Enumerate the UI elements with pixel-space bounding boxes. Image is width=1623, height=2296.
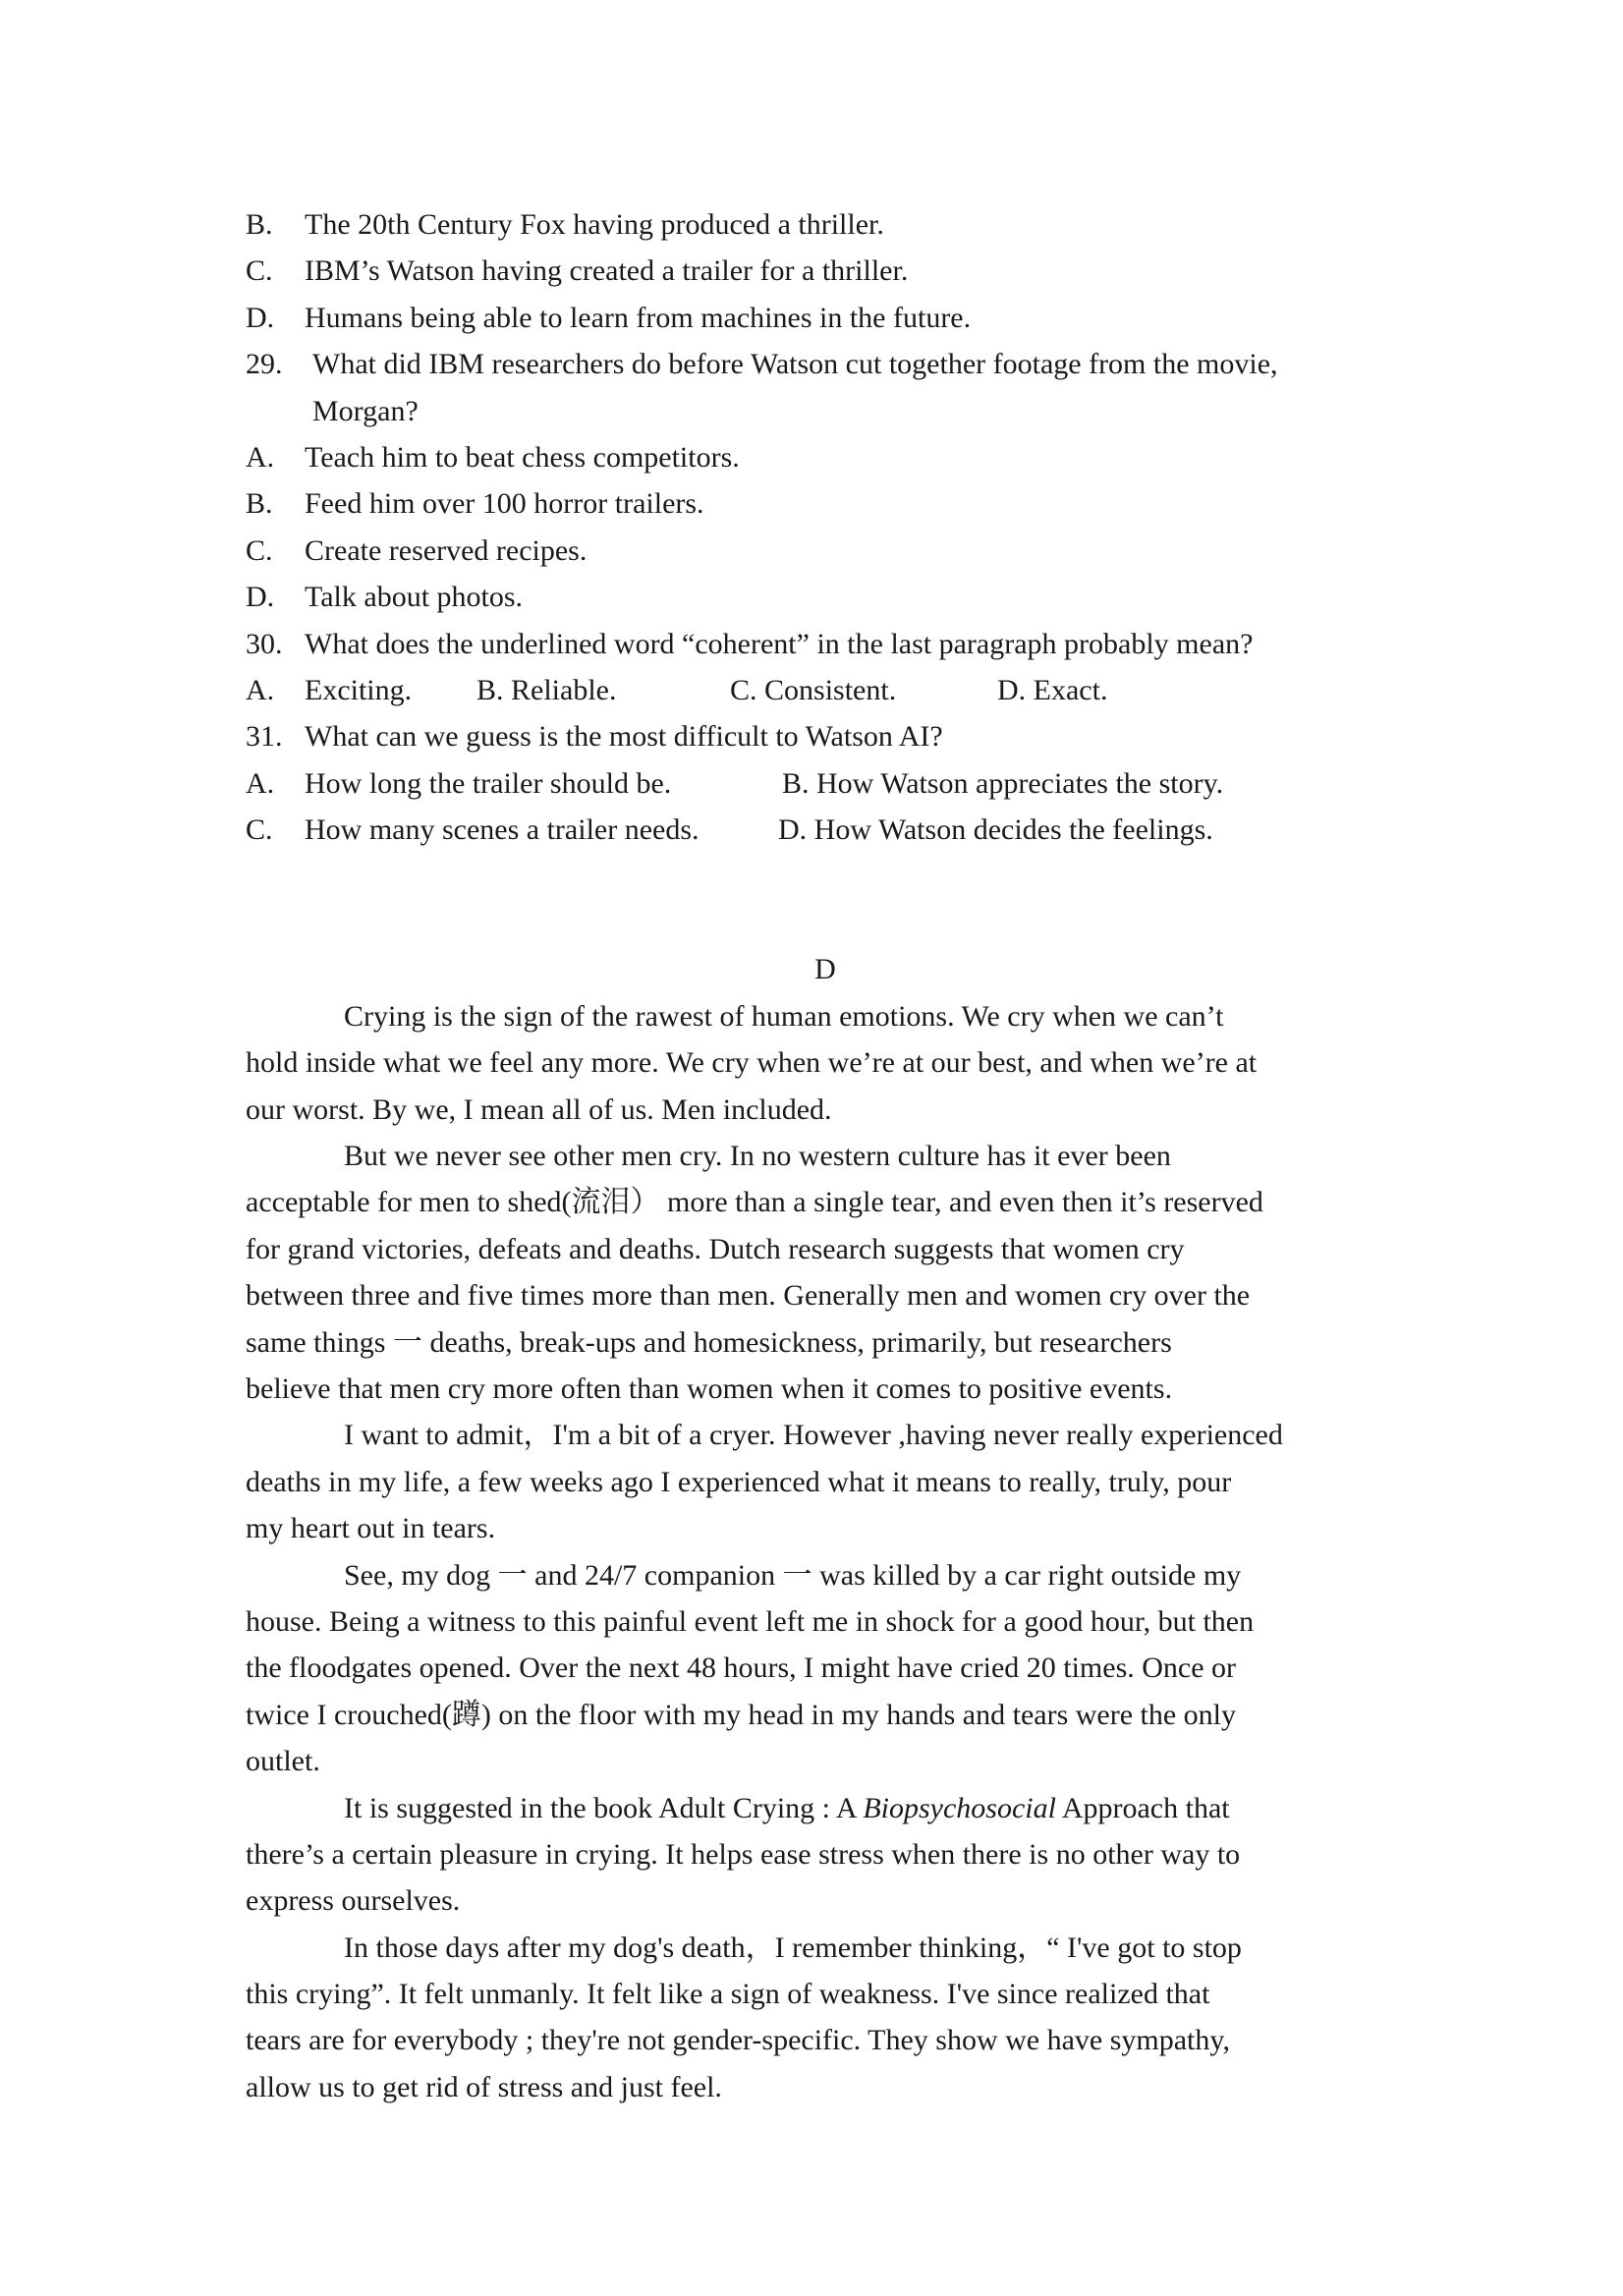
paragraph-line: our worst. By we, I mean all of us. Men included. — [246, 1092, 832, 1126]
question-number: 31. — [246, 720, 283, 754]
question-stem — [246, 341, 1405, 387]
option-label: D. — [246, 581, 275, 614]
section-title: D — [814, 953, 836, 986]
option-label: C. — [246, 254, 273, 288]
question-stem — [246, 621, 1405, 667]
option-b-text: B. Reliable. — [476, 673, 617, 706]
paragraph-line: express ourselves. — [246, 1884, 461, 1918]
paragraph-line: twice I crouched(蹲) on the floor with my head in my hands and tears were the only — [246, 1698, 1237, 1731]
paragraph-line: In those days after my dog's death，I remember thinking，“ I've got to stop — [344, 1931, 1242, 1964]
paragraph-line: same things 一 deaths, break-ups and homesickness, primarily, but researchers — [246, 1325, 1172, 1359]
question-text: What did IBM researchers do before Watson cut together footage from the movie, — [312, 348, 1278, 381]
paragraph-line: there’s a certain pleasure in crying. It helps ease stress when there is no other way to — [246, 1837, 1241, 1871]
paragraph-line: this crying”. It felt unmanly. It felt like a sign of weakness. I've since realized that — [246, 1978, 1210, 2011]
book-title-prefix: It is suggested in the book Adult Crying : A — [344, 1791, 864, 1824]
option-row — [246, 528, 1405, 574]
paragraph-line: between three and five times more than men. Generally men and women cry over the — [246, 1279, 1251, 1313]
paragraph-line: hold inside what we feel any more. We cry when we’re at our best, and when we’re at — [246, 1046, 1258, 1080]
option-label: C. — [246, 813, 273, 847]
option-b-text: B. How Watson appreciates the story. — [782, 766, 1224, 800]
option-d-text: D. How Watson decides the feelings. — [778, 813, 1213, 847]
option-d-text: D. Exact. — [997, 673, 1108, 706]
question-stem-continued: Morgan? — [312, 394, 419, 427]
question-stem — [246, 713, 1405, 759]
option-row — [246, 201, 1405, 248]
option-text: The 20th Century Fox having produced a thriller. — [305, 208, 884, 241]
paragraph — [246, 1552, 1405, 1785]
question-text: What does the underlined word “coherent” in the last paragraph probably mean? — [305, 627, 1254, 660]
paragraph-line: I want to admit，I'm a bit of a cryer. However ,having never really experienced — [344, 1419, 1283, 1452]
option-row — [246, 760, 1405, 807]
option-label: D. — [246, 301, 275, 334]
option-row — [246, 667, 1405, 713]
option-text: Create reserved recipes. — [305, 533, 588, 567]
paragraph-line: believe that men cry more often than women when it comes to positive events. — [246, 1372, 1173, 1405]
paragraph — [246, 1412, 1405, 1551]
option-c-text: How many scenes a trailer needs. — [305, 813, 700, 847]
paragraph-line: Crying is the sign of the rawest of human emotions. We cry when we can’t — [344, 999, 1224, 1033]
option-label: B. — [246, 487, 273, 521]
book-title-italic: Biopsychosocial — [863, 1791, 1056, 1824]
paragraph — [246, 1925, 1405, 2111]
question-29 — [246, 341, 1405, 620]
option-row — [246, 480, 1405, 527]
paragraph — [246, 1785, 1405, 1925]
paragraph-line: my heart out in tears. — [246, 1512, 496, 1545]
question-30 — [246, 621, 1405, 714]
option-text: Humans being able to learn from machines in the future. — [305, 301, 972, 334]
option-text: Feed him over 100 horror trailers. — [305, 487, 704, 521]
question-number: 30. — [246, 627, 283, 660]
prev-question-options — [246, 201, 1405, 341]
paragraph-line: acceptable for men to shed(流泪） more than a single tear, and even then it’s reserved — [246, 1186, 1263, 1219]
option-label: C. — [246, 533, 273, 567]
paragraph-line: allow us to get rid of stress and just feel. — [246, 2070, 722, 2103]
paragraph-line: the floodgates opened. Over the next 48 hours, I might have cried 20 times. Once or — [246, 1652, 1237, 1685]
paragraph-line: See, my dog 一 and 24/7 companion 一 was killed by a car right outside my — [344, 1558, 1242, 1592]
question-number: 29. — [246, 348, 283, 381]
paragraph-line — [246, 1785, 1405, 1831]
book-title-suffix: Approach that — [1055, 1791, 1230, 1824]
exam-page — [246, 201, 1405, 2110]
option-text: Talk about photos. — [305, 581, 524, 614]
option-row — [246, 295, 1405, 341]
passage-d — [246, 946, 1405, 2110]
paragraph — [246, 1133, 1405, 1412]
option-a-text: Exciting. — [305, 673, 413, 706]
paragraph-line: But we never see other men cry. In no western culture has it ever been — [344, 1140, 1171, 1173]
paragraph-line: for grand victories, defeats and deaths. Dutch research suggests that women cry — [246, 1232, 1185, 1265]
option-row — [246, 248, 1405, 294]
spacer — [246, 853, 1405, 946]
option-label: A. — [246, 766, 275, 800]
option-label: A. — [246, 673, 275, 706]
paragraph-line: outlet. — [246, 1745, 320, 1778]
option-label: B. — [246, 208, 273, 241]
paragraph-line: tears are for everybody ; they're not gender-specific. They show we have sympathy, — [246, 2024, 1230, 2057]
question-31 — [246, 713, 1405, 853]
question-text: What can we guess is the most difficult to Watson AI? — [305, 720, 943, 754]
paragraph — [246, 993, 1405, 1133]
option-row — [246, 807, 1405, 853]
option-row — [246, 434, 1405, 480]
option-text: IBM’s Watson having created a trailer for a thriller. — [305, 254, 909, 288]
option-row — [246, 574, 1405, 620]
option-text: Teach him to beat chess competitors. — [305, 440, 740, 474]
option-label: A. — [246, 440, 275, 474]
option-a-text: How long the trailer should be. — [305, 766, 672, 800]
option-c-text: C. Consistent. — [730, 673, 897, 706]
paragraph-line: deaths in my life, a few weeks ago I experienced what it means to really, truly, pour — [246, 1465, 1232, 1498]
paragraph-line: house. Being a witness to this painful event left me in shock for a good hour, but then — [246, 1604, 1255, 1638]
